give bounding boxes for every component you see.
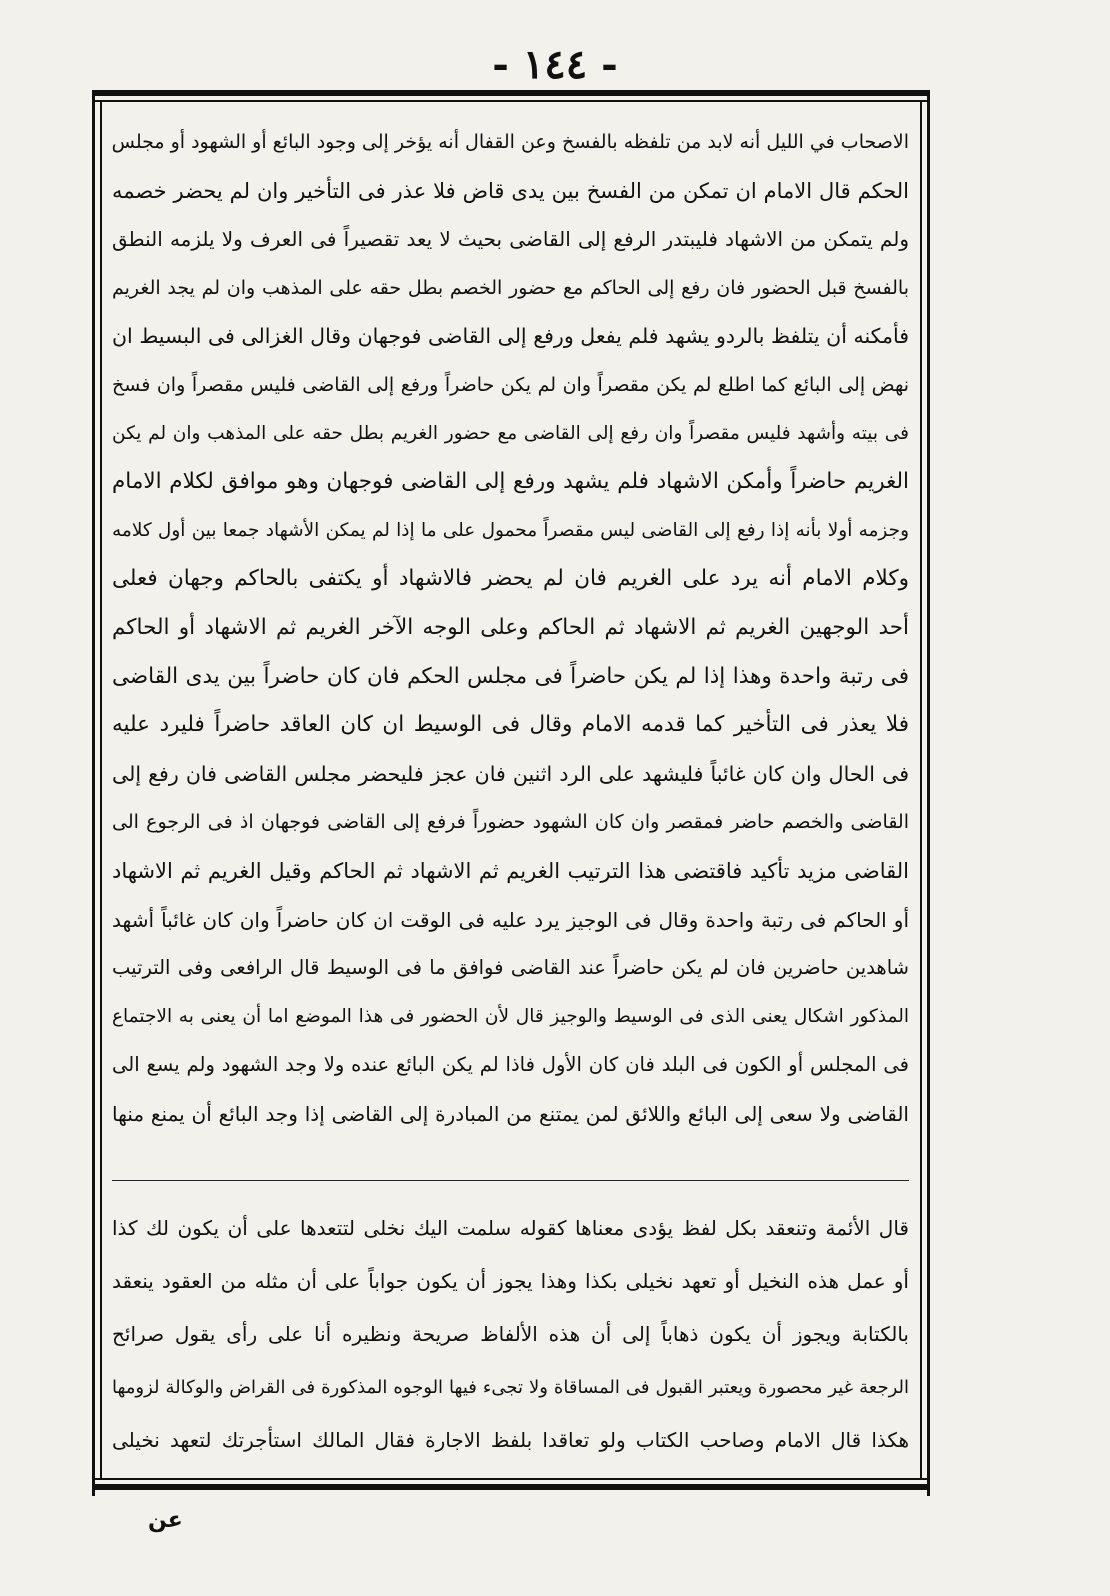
main-text-line: الاصحاب في الليل أنه لابد من تلفظه بالفسخ وعن القفال أنه يؤخر إلى وجود البائع أو الشهود أو مجلس <box>112 131 909 153</box>
main-text-line: القاضى والخصم حاضر فمقصر وان كان الشهود حضوراً فرفع إلى القاضى فوجهان اذ فى الرجوع الى <box>112 811 909 834</box>
main-text-line: القاضى ولا سعى إلى البائع واللائق لمن يمتنع من المبادرة إلى القاضى إذا وجد البائع أن يمنع منها <box>112 1101 909 1126</box>
bottom-thick-rule <box>92 1484 930 1490</box>
footnote-line: بالكتابة ويجوز أن يكون ذهاباً إلى أن هذه الألفاظ صريحة ونظيره أنا على رأى يقول صرائح <box>112 1322 909 1346</box>
main-text-line: أو الحاكم فى رتبة واحدة وقال فى الوجيز يرد عليه فى الوقت ان كان حاضراً وان كان غائباً أشهد <box>112 907 909 932</box>
page-number: - ١٤٤ - <box>492 41 618 88</box>
footnote-line: الرجعة غير محصورة ويعتبر القبول فى المساقاة ولا تجىء فيها الوجوه المذكورة فى القراض والوكالة لزومها <box>112 1377 909 1398</box>
main-text-line: أحد الوجهين الغريم ثم الاشهاد ثم الحاكم وعلى الوجه الآخر الغريم ثم الاشهاد أو الحاكم <box>112 614 909 640</box>
main-text-line: القاضى مزيد تأكيد فاقتضى هذا الترتيب الغريم ثم الاشهاد ثم الحاكم وقيل الغريم ثم الاشهاد <box>112 858 909 883</box>
main-text-line: فى بيته وأشهد فليس مقصراً وان رفع إلى القاضى مع حضور الغريم بطل حقه على المذهب وان لم يكن <box>112 422 909 444</box>
footnote-separator <box>112 1180 909 1181</box>
footnote-line: أو عمل هذه النخيل أو تعهد نخيلى بكذا وهذا يجوز أن يكون جواباً على أن مثله من العقود ينعقد <box>112 1269 909 1293</box>
top-thick-rule <box>92 90 930 96</box>
footnote-line: قال الأئمة وتنعقد بكل لفظ يؤدى معناها كقوله سلمت اليك نخلى لتتعدها على أن يكون لك كذا <box>112 1216 909 1240</box>
bottom-thin-rule <box>92 1478 930 1480</box>
main-text-line: المذكور اشكال يعنى الذى فى الوسيط والوجيز قال لأن الحضور فى هذا الموضع اما أن يعنى به الاجتماع <box>112 1005 909 1027</box>
catchword: عن <box>148 1508 183 1533</box>
main-text-line: الحكم قال الامام ان تمكن من الفسخ بين يدى قاض فلا عذر فى التأخير وان لم يحضر خصمه <box>112 178 909 203</box>
footnote-line: هكذا قال الامام وصاحب الكتاب ولو تعاقدا بلفظ الاجارة فقال المالك استأجرتك لتعهد نخيلى <box>112 1428 909 1452</box>
main-text-line: فى المجلس أو الكون فى البلد فان كان الأول فاذا لم يكن البائع عنده ولا وجد الشهود ولم يسع الى <box>112 1053 909 1077</box>
footnote-text <box>112 1202 909 1467</box>
main-text-line: فأمكنه أن يتلفظ بالردو يشهد فلم يفعل ورفع إلى القاضى فوجهان وقال الغزالى فى البسيط ان <box>112 324 909 349</box>
inner-left-rule <box>100 102 102 1478</box>
main-text-line: بالفسخ قبل الحضور فان رفع إلى الحاكم مع حضور الخصم بطل حقه على المذهب وان لم يجد الغريم <box>112 276 909 299</box>
main-text <box>112 118 909 1138</box>
main-text-line: فى رتبة واحدة وهذا إذا لم يكن حاضراً فى مجلس الحكم فان كان حاضراً بين يدى القاضى <box>112 663 909 689</box>
main-text-line: ولم يتمكن من الاشهاد فليبتدر الرفع إلى القاضى بحيث لا يعد تقصيراً فى العرف ولا يلزمه النطق <box>112 227 909 252</box>
main-text-line: وجزمه أولا بأنه إذا رفع إلى القاضى ليس مقصراً محمول على ما إذا لم يمكن الأشهاد جمعا بين أول كلامه <box>112 519 909 541</box>
top-thin-rule <box>92 100 930 102</box>
main-text-line: فى الحال وان كان غائباً فليشهد على الرد اثنين فان عجز فليحضر مجلس القاضى فان رفع إلى <box>112 761 909 786</box>
main-text-line: الغريم حاضراً وأمكن الاشهاد فلم يشهد ورفع إلى القاضى فوجهان وهو موافق لكلام الامام <box>112 469 909 495</box>
inner-right-rule <box>920 102 922 1478</box>
main-text-line: شاهدين حاضرين فان لم يكن حاضراً عند القاضى فوافق ما فى الوسيط قال الرافعى وفى الترتيب <box>112 956 909 980</box>
main-text-line: فلا يعذر فى التأخير كما قدمه الامام وقال فى الوسيط ان كان العاقد حاضراً فليرد عليه <box>112 712 909 738</box>
main-text-line: وكلام الامام أنه يرد على الغريم فان لم يحضر فالاشهاد أو يكتفى بالحاكم وجهان فعلى <box>112 566 909 592</box>
main-text-line: نهض إلى البائع كما اطلع لم يكن مقصراً وان لم يكن حاضراً ورفع إلى القاضى فليس مقصراً وان فسخ <box>112 373 909 396</box>
